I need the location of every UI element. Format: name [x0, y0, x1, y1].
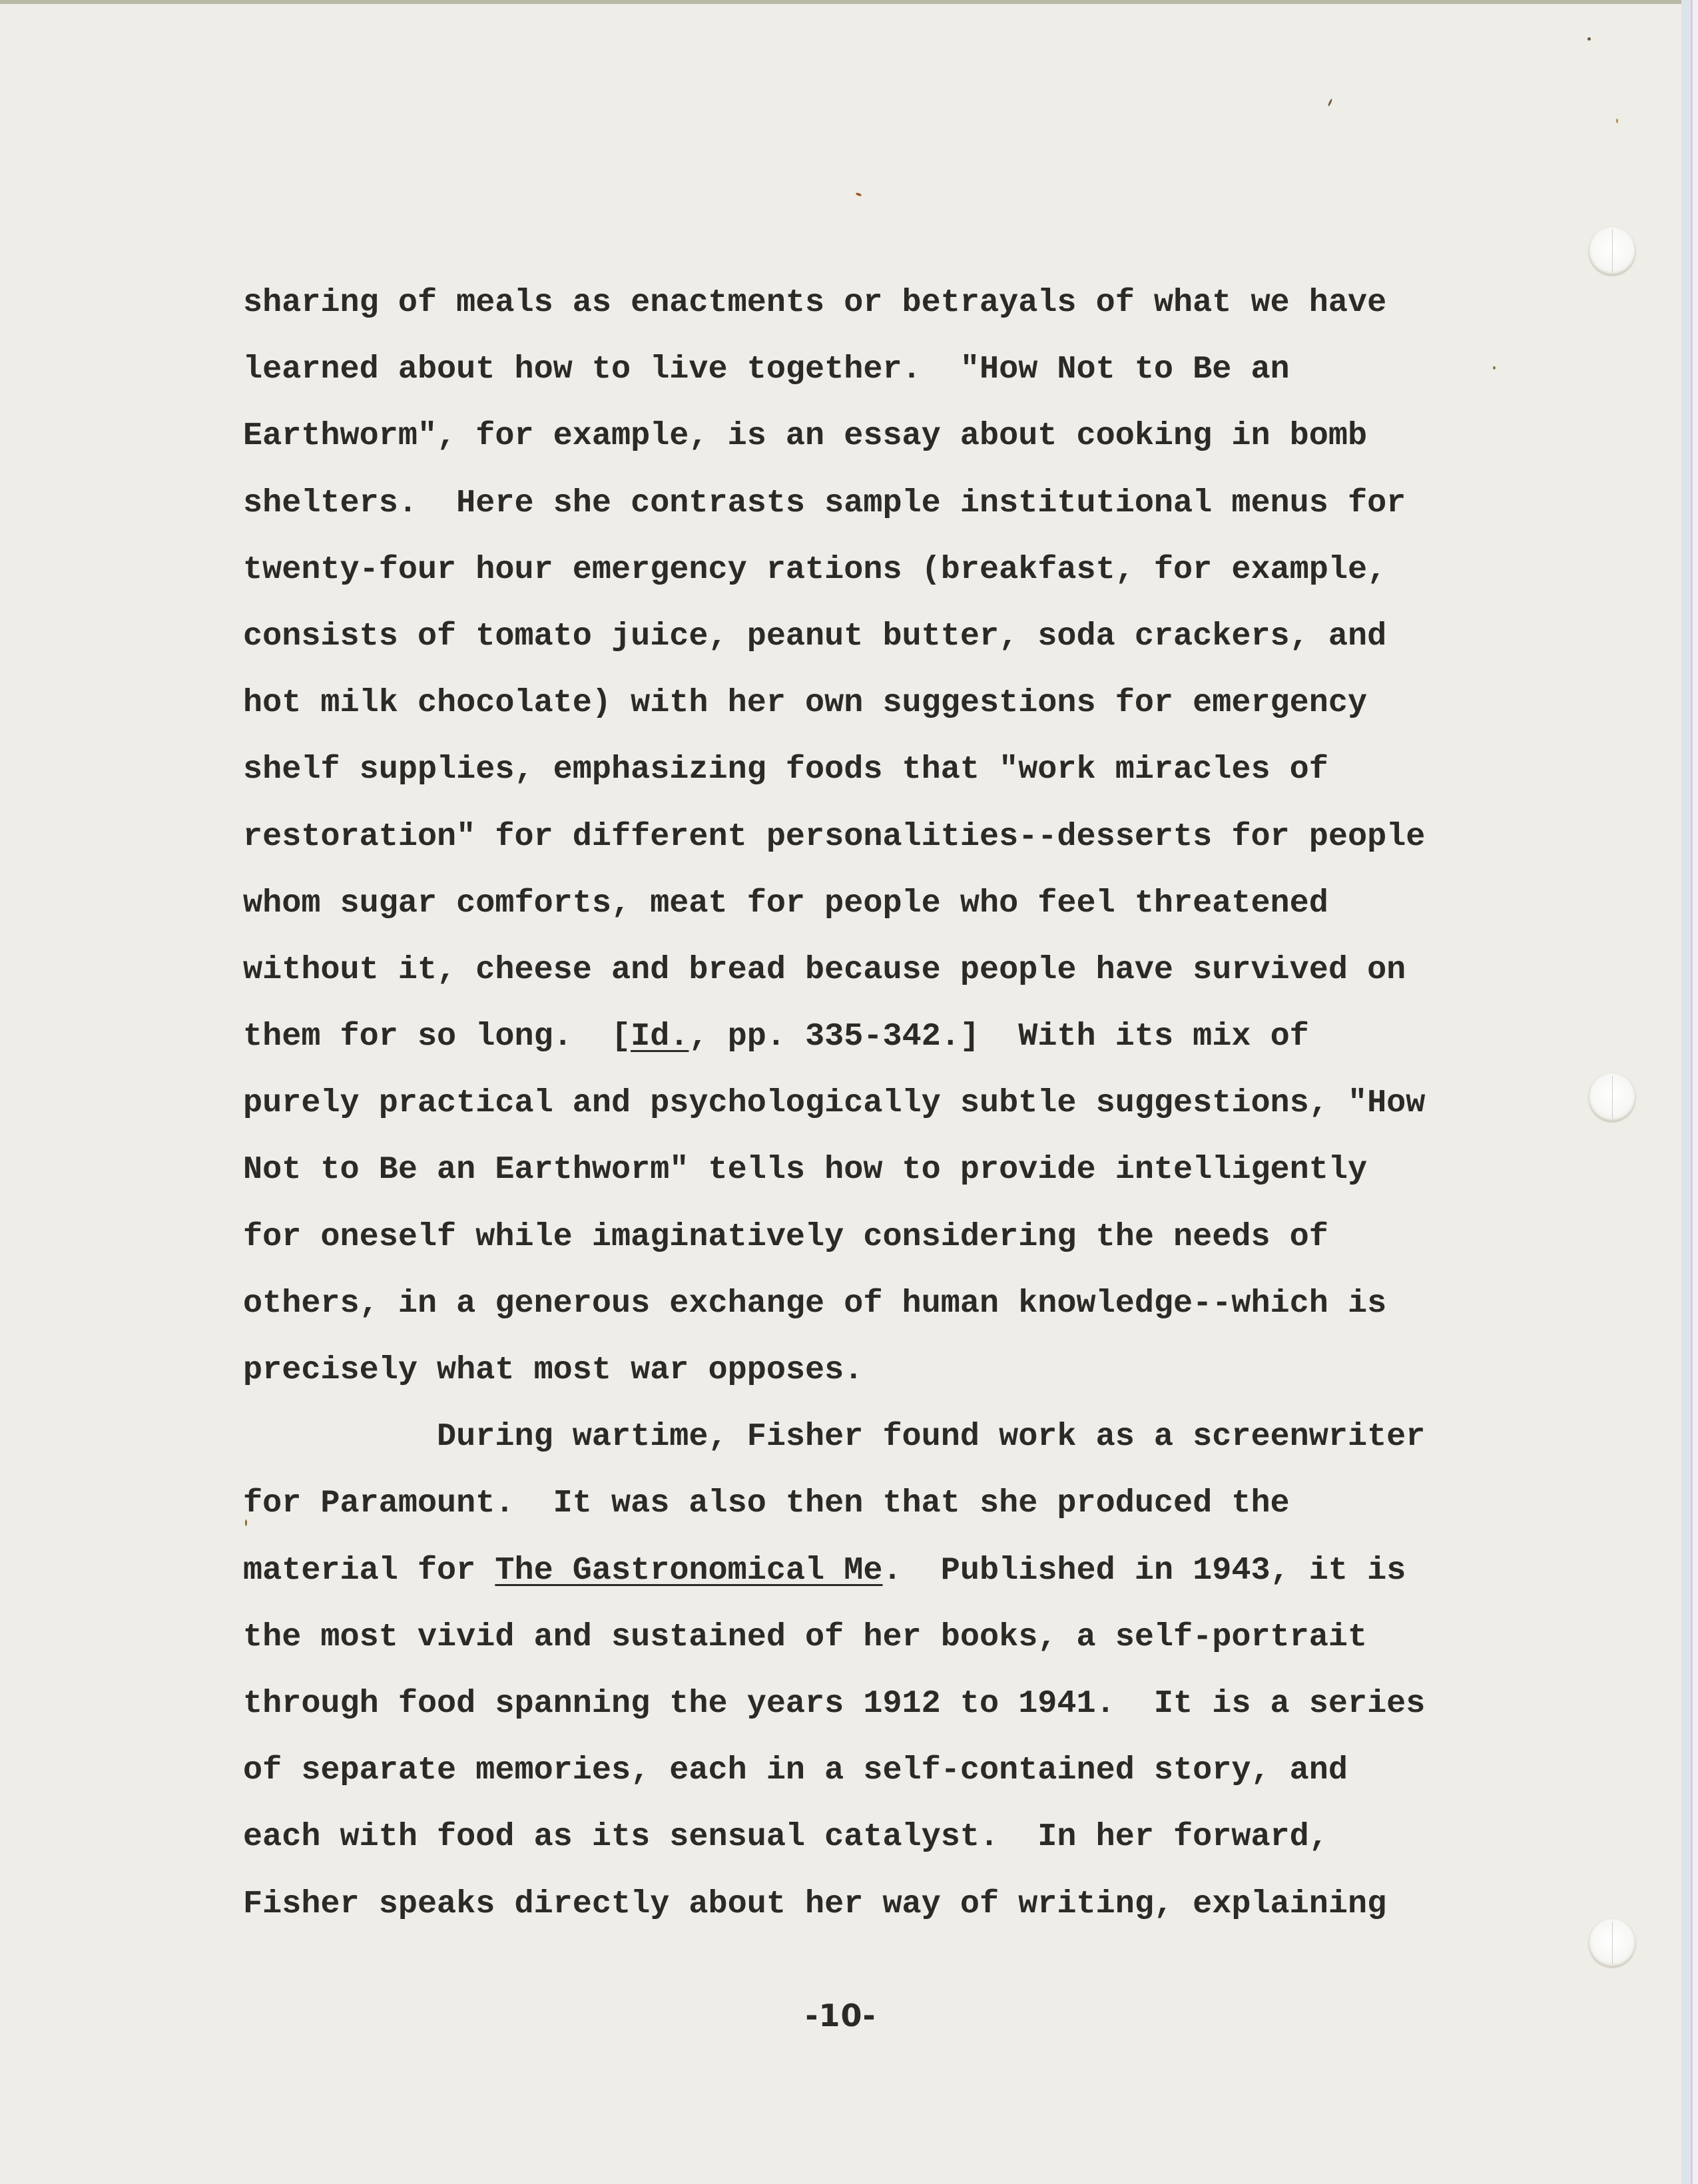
text-line — [243, 1537, 1508, 1604]
scanner-edge — [1681, 0, 1698, 2184]
text-line — [243, 336, 1508, 403]
text-line — [243, 1404, 1508, 1470]
text-line — [243, 736, 1508, 803]
text-segment: others, in a generous exchange of human knowledge--which is — [243, 1284, 1387, 1322]
text-segment: . Published in 1943, it is — [882, 1551, 1406, 1589]
text-segment: for oneself while imaginatively considering the needs of — [243, 1218, 1328, 1255]
text-segment: hot milk chocolate) with her own suggestions for emergency — [243, 684, 1368, 722]
text-line — [243, 1337, 1508, 1404]
text-line — [243, 1737, 1508, 1804]
text-line — [243, 1137, 1508, 1203]
text-line — [243, 804, 1508, 870]
underlined-citation: The Gastronomical Me — [495, 1551, 883, 1589]
punch-hole-middle — [1589, 1073, 1635, 1121]
text-segment: consists of tomato juice, peanut butter, soda crackers, and — [243, 617, 1387, 655]
text-line — [243, 470, 1508, 537]
text-segment: Earthworm", for example, is an essay about cooking in bomb — [243, 417, 1368, 455]
text-segment: each with food as its sensual catalyst. In her forward, — [243, 1818, 1328, 1856]
text-segment: precisely what most war opposes. — [243, 1352, 864, 1388]
text-line — [243, 1470, 1508, 1537]
paper-speck — [1616, 119, 1618, 123]
text-segment: the most vivid and sustained of her books, a self-portrait — [243, 1618, 1368, 1655]
text-line — [243, 870, 1508, 937]
text-segment: purely practical and psychologically subtle suggestions, "How — [243, 1085, 1426, 1122]
text-segment: them for so long. [ — [243, 1018, 631, 1055]
text-segment: twenty-four hour emergency rations (breakfast, for example, — [243, 551, 1387, 588]
text-segment: shelters. Here she contrasts sample institutional menus for — [243, 484, 1406, 521]
text-line — [243, 1604, 1508, 1671]
body-text — [243, 270, 1508, 1938]
text-line — [243, 1070, 1508, 1137]
paper-speck — [1328, 99, 1333, 107]
text-segment: material for — [243, 1551, 495, 1589]
text-line — [243, 1270, 1508, 1337]
underlined-citation: Id. — [631, 1018, 689, 1055]
text-segment: through food spanning the years 1912 to 1941. It is a series — [243, 1685, 1426, 1722]
text-line — [243, 270, 1508, 336]
text-line — [243, 403, 1508, 469]
text-segment: restoration" for different personalities--desserts for people — [243, 818, 1426, 855]
text-line — [243, 1871, 1508, 1938]
text-line — [243, 1003, 1508, 1070]
text-segment: , pp. 335-342.] With its mix of — [689, 1018, 1309, 1055]
text-segment: without it, cheese and bread because people have survived on — [243, 951, 1406, 988]
text-segment: Not to Be an Earthworm" tells how to provide intelligently — [243, 1151, 1368, 1189]
text-line — [243, 670, 1508, 736]
paper-speck — [856, 192, 862, 197]
text-segment: shelf supplies, emphasizing foods that "work miracles of — [243, 751, 1328, 788]
text-line — [243, 537, 1508, 603]
text-line — [243, 1804, 1508, 1870]
punch-hole-top — [1589, 227, 1635, 275]
text-line — [243, 1204, 1508, 1270]
text-segment: learned about how to live together. "How Not to Be an — [243, 351, 1290, 388]
paper-speck — [1587, 37, 1591, 41]
text-segment: for Paramount. It was also then that she produced the — [243, 1485, 1290, 1522]
text-segment: sharing of meals as enactments or betrayals of what we have — [243, 284, 1387, 321]
text-line — [243, 937, 1508, 1003]
text-line — [243, 1671, 1508, 1737]
text-segment: Fisher speaks directly about her way of writing, explaining — [243, 1885, 1387, 1922]
page-number: -10- — [805, 1998, 876, 2034]
text-segment: of separate memories, each in a self-contained story, and — [243, 1752, 1348, 1789]
punch-hole-bottom — [1589, 1919, 1635, 1967]
text-line — [243, 603, 1508, 670]
text-segment: During wartime, Fisher found work as a screenwriter — [243, 1418, 1426, 1456]
text-segment: whom sugar comforts, meat for people who feel threatened — [243, 884, 1328, 922]
